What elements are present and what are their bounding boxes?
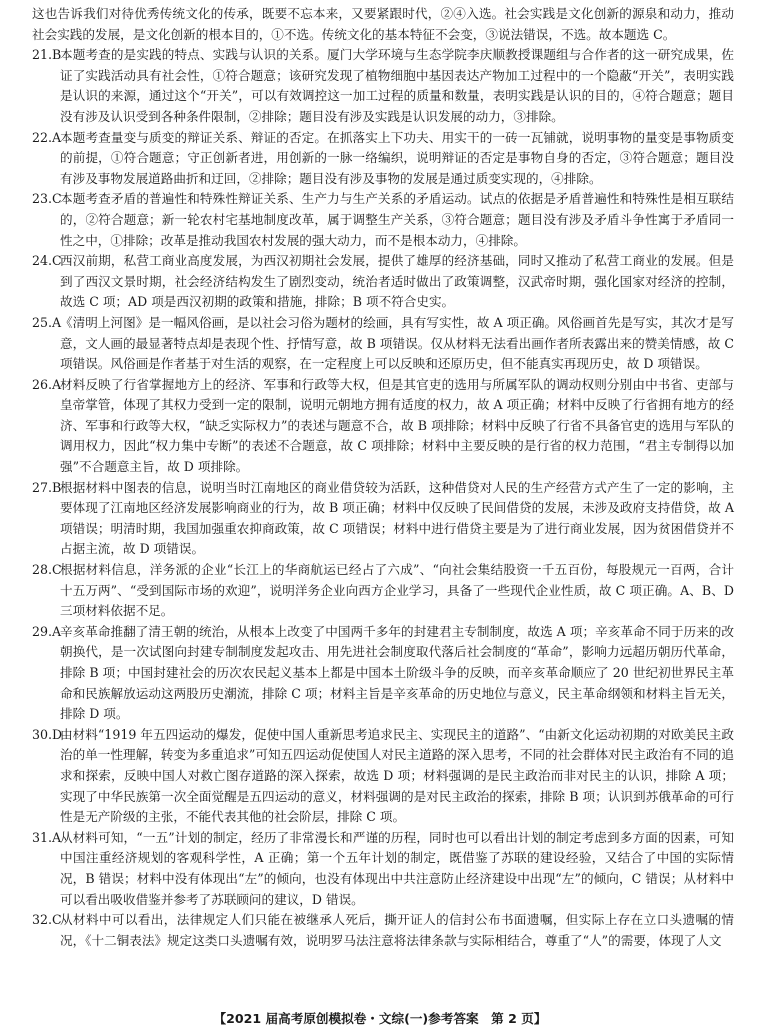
question-number: 25.A <box>32 314 62 330</box>
answer-explanation: 本题考查量变与质变的辩证关系、辩证的否定。在抓落实上下功夫、用实干的一砖一瓦铺就，说明事物的量变是事物质变的前提，①符合题意；守正创新者进，用创新的一脉一络编织，说明辩证的否定是事物自身的否定，③符合题意；题目没有涉及事物发展道路曲折和迂回，②排除；题目没有涉及事物的发展是通过质变实现的，④排除。 <box>60 129 734 186</box>
answer-explanation: 材料反映了行省掌握地方上的经济、军事和行政等大权，但是其官吏的选用与所属军队的调动权则分别由中书省、吏部与皇帝掌管，体现了其权力受到一定的限制，说明元朝地方拥有适度的权力，故 A 项正确；材料中反映了行省拥有地方的经济、军事和行政等大权，“缺乏实际权力”的表述与题意不合，故 B 项排除；材料中反映了行省不具备官吏的选用与军队的调用权力，因此“权力集中专断”的表述不合题意，故 C 项排除；材料中主要反映的是行省的权力范围，“君主专制得以加强”不合题意主旨，故 D 项排除。 <box>60 376 734 475</box>
answer-letter: D <box>52 726 63 742</box>
answer-item <box>32 828 734 910</box>
question-number: 21.B <box>32 47 62 63</box>
question-number: 29.A <box>32 623 62 639</box>
intro-paragraph: 这也告诉我们对待优秀传统文化的传承，既要不忘本来，又要紧跟时代，②④入选。社会实践是文化创新的源泉和动力，推动社会实践的发展，是文化创新的根本目的，①不选。传统文化的基本特征不会变，③说法错误，不选。故本题选 C。 <box>32 6 734 42</box>
answer-explanation: 《清明上河图》是一幅风俗画，是以社会习俗为题材的绘画，具有写实性，故 A 项正确。风俗画首先是写实，其次才是写意，文人画的最显著特点却是表现个性、抒情写意，故 B 项错误。仅从材料无法看出画作者所表露出来的赞美情感，故 C 项错误。风俗画是作者基于对生活的观察，在一定程度上可以反映和还原历史，但不能真实再现历史，故 D 项错误。 <box>60 314 734 372</box>
question-number: 24.C <box>32 253 62 269</box>
answer-item <box>32 725 734 828</box>
page-footer: 【2021 届高考原创模拟卷・文综(一)参考答案 第 2 页】 <box>213 1011 547 1026</box>
answer-letter: A <box>52 623 62 639</box>
answer-explanation: 西汉前期，私营工商业高度发展，为西汉初期社会发展，提供了雄厚的经济基础，同时又推动了私营工商业的发展。但是到了西汉文景时期，社会经济结构发生了剧烈变动，统治者适时做出了政策调整，汉武帝时期，强化国家对经济的控制，故选 C 项；AD 项是西汉初期的政策和措施，排除；B 项不符合史实。 <box>60 253 734 310</box>
answer-item <box>32 189 734 251</box>
answer-explanation: 辛亥革命推翻了清王朝的统治，从根本上改变了中国两千多年的封建君主专制制度，故选 A 项；辛亥革命不同于历来的改朝换代，是一次试图向封建专制制度发起攻击、用先进社会制度取代落后社会制度的“革命”，影响力远超历朝历代革命，排除 B 项；中国封建社会的历次农民起义基本上都是中国本土阶级斗争的反映，而辛亥革命顺应了 20 世纪初世界民主革命和民族解放运动这两股历史潮流，排除 C 项；材料主旨是辛亥革命的历史地位与意义，民主革命纲领和材料主旨无关，排除 D 项。 <box>60 623 734 722</box>
answer-item <box>32 478 734 560</box>
answer-letter: A <box>52 376 62 392</box>
answer-list <box>32 45 734 951</box>
answer-item <box>32 251 734 313</box>
question-number: 22.A <box>32 129 62 145</box>
answer-explanation: 从材料可知，“一五”计划的制定，经历了非常漫长和严谨的历程，同时也可以看出计划的制定考虑到多方面的因素，可知中国注重经济规划的客观科学性，A 正确；第一个五年计划的制定，既借鉴了苏联的建设经验，又结合了中国的实际情况，B 错误；材料中没有体现出“左”的倾向，也没有体现出中共注意防止经济建设中出现“左”的倾向，C 错误；从材料中可以看出吸收借鉴并参考了苏联顾问的建议，D 错误。 <box>60 829 734 907</box>
answer-item <box>32 622 734 725</box>
question-number: 31.A <box>32 829 62 845</box>
answer-item <box>32 128 734 190</box>
answer-letter: A <box>52 314 62 330</box>
question-number: 32.C <box>32 912 62 928</box>
question-number: 23.C <box>32 191 62 207</box>
answer-item <box>32 313 734 375</box>
question-number: 30.D <box>32 726 63 742</box>
answer-item <box>32 375 734 478</box>
answer-item <box>32 560 734 622</box>
answer-explanation: 从材料中可以看出，法律规定人们只能在被继承人死后，撕开证人的信封公布书面遗嘱，但实际上存在立口头遗嘱的情况，《十二铜表法》规定这类口头遗嘱有效，说明罗马法注意将法律条款与实际相结合，尊重了“人”的需要，体现了人文 <box>60 912 734 948</box>
question-number: 28.C <box>32 562 62 578</box>
answer-letter: C <box>52 191 62 207</box>
question-number: 26.A <box>32 376 62 392</box>
question-number: 27.B <box>32 479 62 495</box>
answer-letter: C <box>52 912 62 928</box>
answer-letter: C <box>52 253 62 269</box>
answer-explanation: 本题考查矛盾的普遍性和特殊性辩证关系、生产力与生产关系的矛盾运动。试点的依据是矛盾普遍性和特殊性是相互联结的，②符合题意；新一轮农村宅基地制度改革，属于调整生产关系，③符合题意；题目没有涉及矛盾斗争性寓于矛盾同一性之中，①排除；改革是推动我国农村发展的强大动力，而不是根本动力，④排除。 <box>60 191 734 248</box>
answer-explanation: 根据材料中图表的信息，说明当时江南地区的商业借贷较为活跃，这种借贷对人民的生产经营方式产生了一定的影响，主要体现了江南地区经济发展影响商业的行为，故 B 项正确；材料中仅反映了民间借贷的发展，未涉及政府支持借贷，故 A 项错误；明清时期，我国加强重农抑商政策，故 C 项错误；材料中进行借贷主要是为了进行商业发展，因为贫困借贷并不占据主流，故 D 项错误。 <box>60 479 734 557</box>
answer-explanation: 本题考查的是实践的特点、实践与认识的关系。厦门大学环境与生态学院李庆顺教授课题组与合作者的这一研究成果，佐证了实践活动具有社会性，①符合题意；该研究发现了植物细胞中基因表达产物加工过程中的一个隐蔽“开关”，表明实践是认识的来源，通过这个“开关”，可以有效调控这一加工过程的质量和数量，表明实践是认识的目的，④符合题意；题目没有涉及认识受到各种条件限制，②排除；题目没有涉及实践是认识发展的动力，③排除。 <box>60 47 734 124</box>
answer-letter: C <box>52 562 62 578</box>
answer-letter: A <box>52 129 62 145</box>
answer-letter: B <box>52 479 62 495</box>
answer-letter: B <box>52 47 62 63</box>
answer-item <box>32 910 734 951</box>
answer-letter: A <box>52 829 62 845</box>
answer-explanation: 由材料“1919 年五四运动的爆发，促使中国人重新思考追求民主、实现民主的道路”、“由新文化运动初期的对欧美民主政治的单一性理解，转变为多重追求”可知五四运动促使国人对民主道路的深入思考，不同的社会群体对民主政治有不同的追求和探索，反映中国人对救亡图存道路的深入探索，故选 D 项；材料强调的是民主政治而非对民主的认识，排除 A 项；实现了中华民族第一次全面觉醒是五四运动的意义，材料强调的是对民主政治的探索，排除 B 项；认识到苏俄革命的可行性是无产阶级的主张，不能代表其他的社会阶层，排除 C 项。 <box>60 726 734 825</box>
answer-explanation: 根据材料信息，洋务派的企业“长江上的华商航运已经占了六成”、“向社会集结股资一千五百份，每股规元一百两，合计十五万两”、“受到国际市场的欢迎”，说明洋务企业向西方企业学习，具备了一些现代企业性质，故 C 项正确。A、B、D 三项材料依据不足。 <box>60 562 734 619</box>
answer-item <box>32 45 734 127</box>
